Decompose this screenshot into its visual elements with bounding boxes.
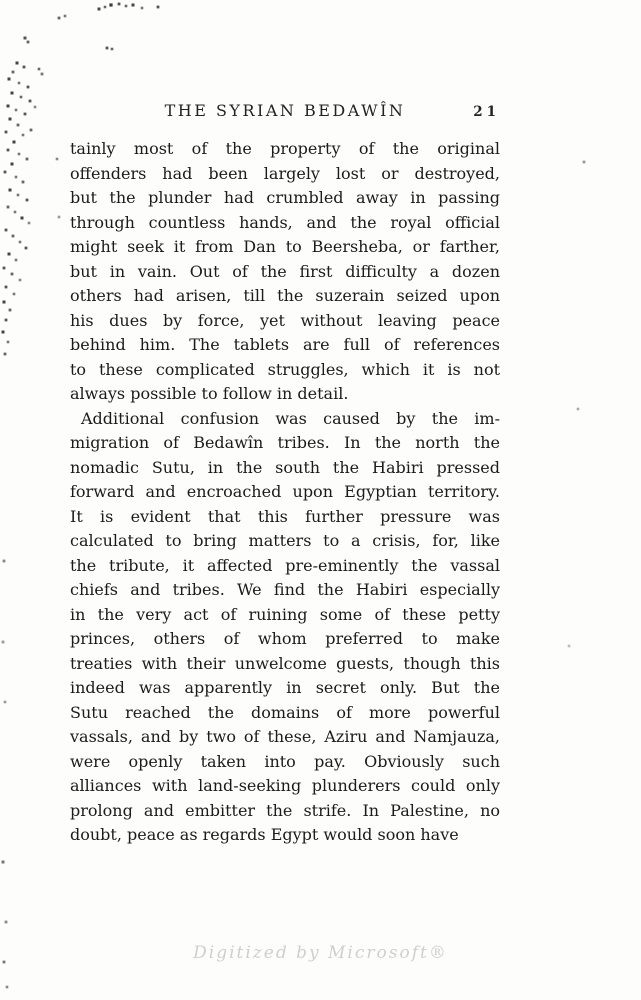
text-line: vassals, and by two of these, Aziru and Namjauza, bbox=[70, 727, 500, 746]
text-line: offenders had been largely lost or destroyed, bbox=[70, 163, 500, 183]
running-header bbox=[70, 101, 500, 127]
text-line: princes, others of whom preferred to make bbox=[70, 629, 500, 648]
text-line: calculated to bring matters to a crisis, for, like bbox=[70, 531, 500, 550]
text-line: It is evident that this further pressure was bbox=[70, 506, 500, 526]
text-line: indeed was apparently in secret only. But the bbox=[70, 678, 500, 697]
text-line: to these complicated struggles, which it is not bbox=[70, 359, 500, 379]
text-line: the tribute, it affected pre-eminently the vassal bbox=[70, 555, 500, 575]
text-line: migration of Bedawîn tribes. In the north the bbox=[70, 433, 500, 452]
text-line: others had arisen, till the suzerain seized upon bbox=[70, 286, 500, 305]
text-line: prolong and embitter the strife. In Palestine, no bbox=[70, 800, 500, 820]
text-line: might seek it from Dan to Beersheba, or farther, bbox=[70, 237, 500, 256]
text-line: chiefs and tribes. We find the Habiri especially bbox=[70, 580, 500, 599]
text-line: tainly most of the property of the original bbox=[70, 139, 500, 158]
text-line: were openly taken into pay. Obviously such bbox=[70, 751, 500, 771]
text-line: alliances with land-seeking plunderers could only bbox=[70, 776, 500, 795]
text-line: in the very act of ruining some of these petty bbox=[70, 604, 500, 624]
text-line: Sutu reached the domains of more powerful bbox=[70, 702, 500, 722]
text-line: through countless hands, and the royal official bbox=[70, 212, 500, 232]
text-line: but the plunder had crumbled away in passing bbox=[70, 188, 500, 207]
digitization-watermark: Digitized by Microsoft® bbox=[193, 943, 448, 963]
running-title: THE SYRIAN BEDAWÎN bbox=[164, 101, 406, 120]
text-line: behind him. The tablets are full of references bbox=[70, 335, 500, 354]
page-number: 21 bbox=[473, 104, 500, 120]
text-line: but in vain. Out of the first difficulty a dozen bbox=[70, 261, 500, 281]
text-line: his dues by force, yet without leaving peace bbox=[70, 310, 500, 330]
text-line: doubt, peace as regards Egypt would soon have bbox=[70, 825, 459, 844]
scan-noise-specks bbox=[0, 0, 2, 2]
page-body bbox=[70, 137, 500, 848]
text-line: treaties with their unwelcome guests, though this bbox=[70, 653, 500, 673]
text-line: always possible to follow in detail. bbox=[70, 384, 349, 403]
text-line: forward and encroached upon Egyptian territory. bbox=[70, 482, 500, 501]
text-line: Additional confusion was caused by the im- bbox=[81, 408, 500, 428]
text-line: nomadic Sutu, in the south the Habiri pressed bbox=[70, 457, 500, 477]
